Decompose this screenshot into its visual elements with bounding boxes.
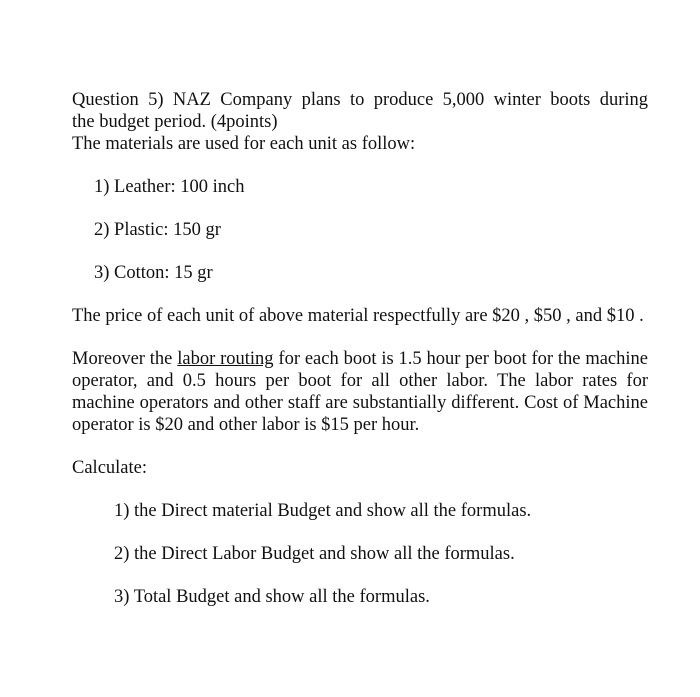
question-intro [72,89,648,111]
material-item-plastic: 2) Plastic: 150 gr [94,220,221,240]
question-line-2: the budget period. (4points) [72,112,278,132]
document-body [72,89,648,608]
question-line-2-wrap [72,111,648,133]
task-direct-labor: 2) the Direct Labor Budget and show all the formulas. [114,544,515,564]
question-line-1: Question 5) NAZ Company plans to produce 5,000 winter boots during [72,90,648,110]
price-paragraph: The price of each unit of above material respectfully are $20 , $50 , and $10 . [72,306,644,326]
question-line-3-wrap [72,133,648,155]
labor-routing-link[interactable]: labor routing [177,349,274,369]
question-line-3: The materials are used for each unit as follow: [72,134,416,154]
material-item-leather: 1) Leather: 100 inch [94,177,245,197]
labor-paragraph [72,348,648,436]
labor-text-before: Moreover the [72,349,178,369]
material-item-cotton: 3) Cotton: 15 gr [94,263,213,283]
calculate-label: Calculate: [72,458,147,478]
labor-text-after: for each boot is 1.5 hour per boot for the machine operator, and 0.5 hours per boot for all other labor. The labor rates for machine operators and other staff are substantially different. Cost of Machine operator is $20 and other labor is $15 per hour. [72,349,648,435]
task-direct-material: 1) the Direct material Budget and show all the formulas. [114,501,532,521]
task-total-budget: 3) Total Budget and show all the formulas. [114,587,430,607]
